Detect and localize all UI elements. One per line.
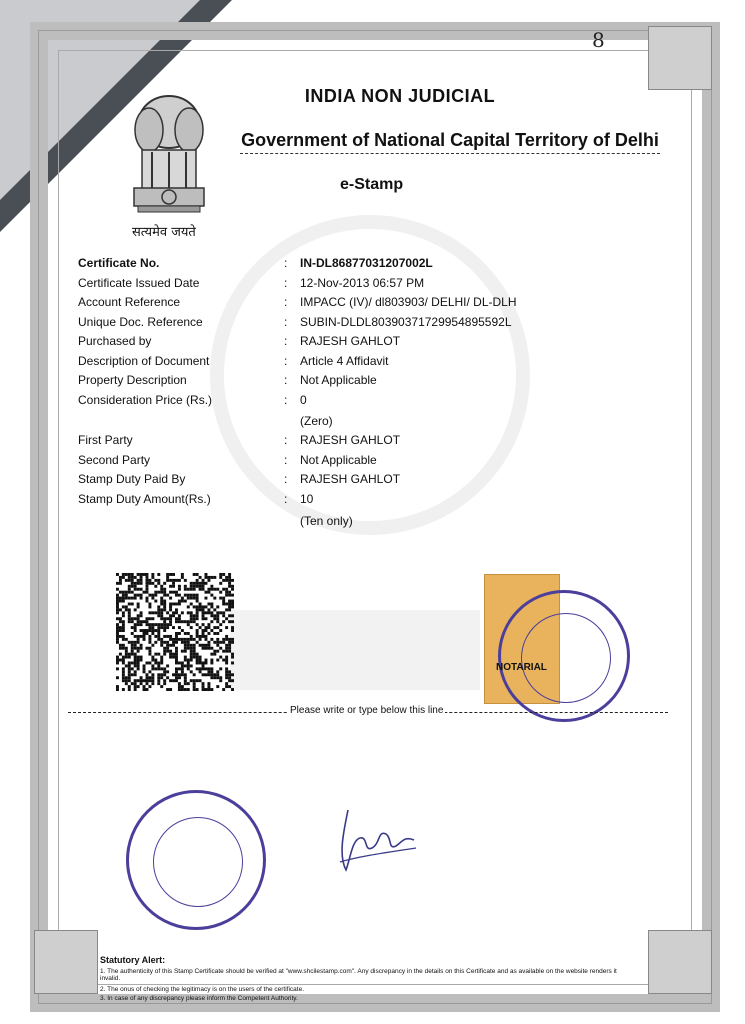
field-label: Purchased by bbox=[78, 334, 152, 348]
issuing-authority: Government of National Capital Territory of Delhi bbox=[240, 130, 660, 154]
field-value: Not Applicable bbox=[300, 373, 377, 387]
field-colon: : bbox=[284, 354, 288, 368]
field-label: Stamp Duty Amount(Rs.) bbox=[78, 492, 211, 506]
field-colon: : bbox=[284, 256, 288, 270]
emblem-motto: सत्यमेव जयते bbox=[132, 225, 196, 240]
notary-seal-right bbox=[498, 590, 630, 722]
field-value: 12-Nov-2013 06:57 PM bbox=[300, 276, 425, 290]
statutory-alert-line: 2. The onus of checking the legitimacy is on the users of the certificate. bbox=[100, 986, 305, 993]
field-value: RAJESH GAHLOT bbox=[300, 334, 401, 348]
field-colon: : bbox=[284, 276, 288, 290]
field-label: Account Reference bbox=[78, 295, 181, 309]
field-label: First Party bbox=[78, 433, 133, 447]
field-colon: : bbox=[284, 492, 288, 506]
field-value: RAJESH GAHLOT bbox=[300, 472, 401, 486]
field-label: Second Party bbox=[78, 453, 151, 467]
field-note: (Zero) bbox=[300, 414, 333, 428]
qr-code bbox=[116, 573, 234, 691]
field-colon: : bbox=[284, 453, 288, 467]
field-label: Unique Doc. Reference bbox=[78, 315, 203, 329]
field-value: Not Applicable bbox=[300, 453, 377, 467]
notary-seal-bottom bbox=[126, 790, 266, 930]
national-emblem-icon bbox=[124, 92, 214, 220]
statutory-alert-line: 1. The authenticity of this Stamp Certificate should be verified at "www.shcilestamp.com". Any discrepancy in the details on this Certificate and as available on the website renders it invalid. bbox=[100, 968, 617, 982]
field-value: 10 bbox=[300, 492, 314, 506]
field-label: Stamp Duty Paid By bbox=[78, 472, 186, 486]
field-value: Article 4 Affidavit bbox=[300, 354, 389, 368]
statutory-alert-line: 3. In case of any discrepancy please inform the Competent Authority. bbox=[100, 995, 298, 1002]
field-value: IMPACC (IV)/ dl803903/ DELHI/ DL-DLH bbox=[300, 295, 517, 309]
document-subtitle: e-Stamp bbox=[340, 176, 404, 193]
field-colon: : bbox=[284, 472, 288, 486]
field-note: (Ten only) bbox=[300, 514, 353, 528]
corner-ornament-bottom-left bbox=[34, 930, 98, 994]
field-colon: : bbox=[284, 393, 288, 407]
field-label: Property Description bbox=[78, 373, 187, 387]
field-colon: : bbox=[284, 295, 288, 309]
field-value: SUBIN-DLDL80390371729954895592L bbox=[300, 315, 512, 329]
field-colon: : bbox=[284, 334, 288, 348]
statutory-alert-title: Statutory Alert: bbox=[100, 955, 166, 965]
document-title: INDIA NON JUDICIAL bbox=[304, 86, 496, 106]
notarial-label: NOTARIAL bbox=[496, 662, 547, 673]
field-value: 0 bbox=[300, 393, 307, 407]
field-label: Certificate No. bbox=[78, 256, 160, 270]
field-colon: : bbox=[284, 373, 288, 387]
handwritten-signature bbox=[330, 800, 420, 875]
corner-ornament-bottom-right bbox=[648, 930, 712, 994]
field-label: Certificate Issued Date bbox=[78, 276, 200, 290]
field-value: RAJESH GAHLOT bbox=[300, 433, 401, 447]
page-number: 8 bbox=[592, 28, 605, 52]
corner-ornament-top-right bbox=[648, 26, 712, 90]
field-label: Consideration Price (Rs.) bbox=[78, 393, 213, 407]
watermark-band bbox=[230, 610, 480, 690]
field-colon: : bbox=[284, 315, 288, 329]
field-value: IN-DL86877031207002L bbox=[300, 256, 433, 270]
field-label: Description of Document bbox=[78, 354, 210, 368]
field-colon: : bbox=[284, 433, 288, 447]
separator-text: Please write or type below this line bbox=[290, 705, 444, 716]
